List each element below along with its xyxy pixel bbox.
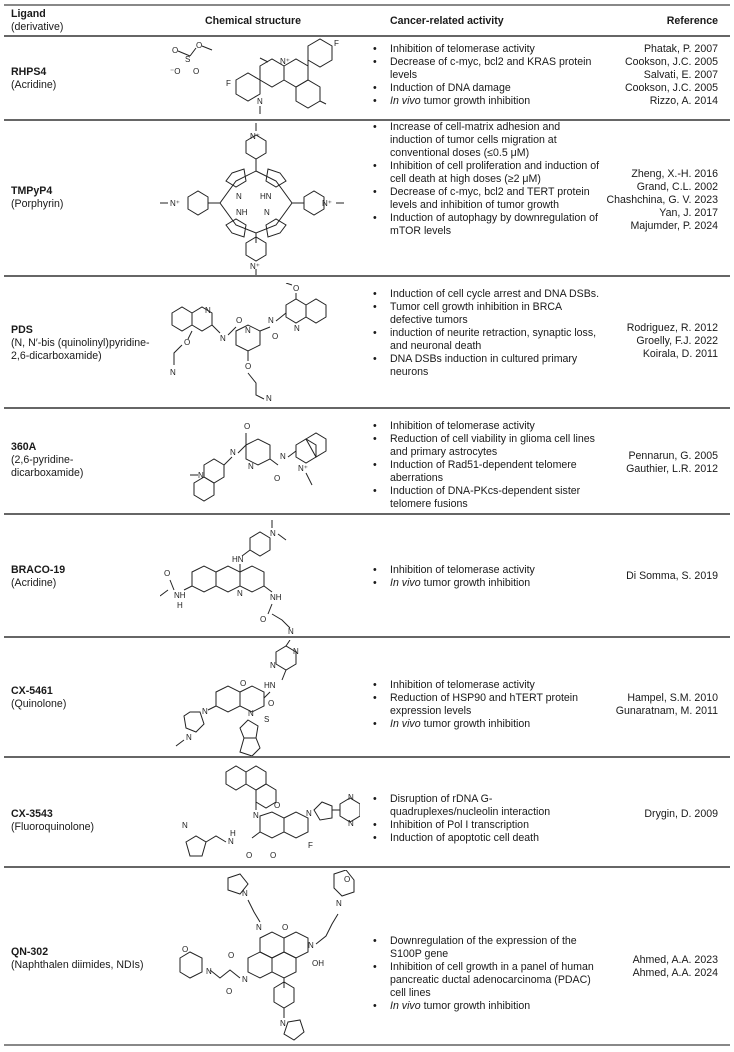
ligand-cell [11, 685, 66, 711]
activity-item: • Inhibition of cell growth in a panel of human pancreatic ductal adenocarcinoma (PDAC) cell lines [370, 961, 600, 1000]
360a-structure-icon [160, 415, 360, 511]
svg-text:HN: HN [260, 192, 272, 201]
svg-text:N: N [220, 334, 226, 343]
pds-structure-icon [160, 283, 360, 405]
reference-list [616, 692, 718, 718]
row-divider [4, 636, 730, 638]
svg-text:NH: NH [174, 591, 186, 600]
reference-list [627, 322, 718, 361]
svg-text:N: N [294, 324, 300, 333]
activity-list [370, 121, 600, 238]
activity-item: • Induction of apoptotic cell death [370, 832, 600, 845]
ligand-cell [11, 324, 161, 363]
svg-text:O: O [260, 615, 267, 624]
svg-text:N: N [186, 733, 192, 742]
svg-text:NH: NH [236, 208, 248, 217]
activity-list [370, 564, 600, 590]
svg-text:N: N [242, 889, 248, 898]
ligand-name: BRACO-19 [11, 564, 66, 576]
svg-text:N: N [228, 837, 234, 846]
reference: Rizzo, A. 2014 [649, 95, 718, 107]
activity-item: • Inhibition of telomerase activity [370, 420, 600, 433]
reference: Majumder, P. 2024 [630, 220, 718, 232]
row-divider [4, 407, 730, 409]
row-divider [4, 513, 730, 515]
ligand-name: TMPyP4 [11, 185, 53, 197]
svg-text:O: O [246, 851, 253, 860]
svg-text:O: O [193, 67, 200, 76]
ligand-class: (N, N′-bis (quinolinyl)pyridine-2,6-dicarboxamide) [11, 337, 150, 362]
braco19-structure-icon [160, 518, 360, 636]
svg-text:O: O [268, 699, 275, 708]
activity-item: • In vivo tumor growth inhibition [370, 577, 600, 590]
qn302-structure-icon [160, 870, 360, 1042]
svg-text:H: H [230, 829, 236, 838]
activity-item: • Inhibition of telomerase activity [370, 43, 600, 56]
svg-text:O: O [244, 422, 251, 431]
svg-text:N: N [270, 661, 276, 670]
svg-text:N: N [306, 809, 312, 818]
ligand-name: CX-5461 [11, 685, 53, 697]
activity-item: • Inhibition of telomerase activity [370, 564, 600, 577]
svg-text:O: O [164, 569, 171, 578]
svg-text:O: O [270, 851, 277, 860]
svg-text:N: N [270, 529, 276, 538]
reference: Salvati, E. 2007 [643, 69, 718, 81]
reference: Ahmed, A.A. 2023 [632, 954, 718, 966]
svg-text:H: H [177, 601, 183, 610]
ligand-class: (Acridine) [11, 79, 57, 91]
reference-list [644, 808, 718, 821]
ligand-cell [11, 808, 94, 834]
svg-text:N: N [236, 192, 242, 201]
reference-list [625, 43, 718, 108]
activity-item: • induction of neurite retraction, synaptic loss, and neuronal death [370, 327, 600, 353]
header-ligand-label: Ligand [11, 8, 46, 20]
svg-text:F: F [226, 79, 231, 88]
ligand-class: (Fluoroquinolone) [11, 821, 95, 833]
activity-list [370, 935, 600, 1013]
header-ligand-sub: (derivative) [11, 21, 64, 33]
ligand-class: (Acridine) [11, 577, 57, 589]
svg-text:N: N [253, 811, 259, 820]
svg-text:N: N [170, 368, 176, 377]
activity-item: • Decrease of c-myc, bcl2 and KRAS protein levels [370, 56, 600, 82]
reference: Grand, C.L. 2002 [636, 181, 718, 193]
svg-text:S: S [264, 715, 270, 724]
svg-text:N: N [198, 471, 204, 480]
table-bottom-rule [4, 1044, 730, 1046]
ligand-name: PDS [11, 324, 33, 336]
svg-text:S: S [185, 55, 191, 64]
activity-item: • Induction of autophagy by downregulation of mTOR levels [370, 212, 600, 238]
ligand-cell [11, 564, 65, 590]
activity-item: • Increase of cell-matrix adhesion and induction of tumor cells migration at conventional doses (≤0.5 μM) [370, 121, 600, 160]
svg-text:O: O [228, 951, 235, 960]
reference-list [606, 168, 718, 233]
ligand-class: (Porphyrin) [11, 198, 64, 210]
reference: Pennarun, G. 2005 [628, 450, 718, 462]
ligand-name: CX-3543 [11, 808, 53, 820]
svg-text:N⁺: N⁺ [170, 199, 180, 208]
svg-text:N: N [293, 647, 299, 656]
table-top-rule [4, 4, 730, 6]
header-reference: Reference [666, 15, 718, 27]
svg-text:N: N [264, 208, 270, 217]
svg-text:N: N [256, 923, 262, 932]
activity-list [370, 793, 600, 845]
svg-text:N⁺: N⁺ [250, 132, 260, 141]
svg-text:HN: HN [264, 681, 276, 690]
activity-item: • Inhibition of cell proliferation and induction of cell death at high doses (≥2 μM) [370, 160, 600, 186]
svg-text:N: N [245, 326, 251, 335]
svg-text:N: N [266, 394, 272, 403]
activity-list [370, 420, 600, 511]
svg-text:N: N [230, 448, 236, 457]
svg-text:O: O [282, 923, 289, 932]
reference: Ahmed, A.A. 2024 [632, 967, 718, 979]
svg-text:N: N [205, 306, 211, 315]
svg-text:O: O [272, 332, 279, 341]
activity-item: • In vivo tumor growth inhibition [370, 95, 600, 108]
svg-text:O: O [182, 945, 189, 954]
svg-text:O: O [184, 338, 191, 347]
reference: Rodriguez, R. 2012 [626, 322, 718, 334]
svg-text:N⁺: N⁺ [322, 199, 332, 208]
reference: Gauthier, L.R. 2012 [626, 463, 718, 475]
activity-list [370, 679, 600, 731]
svg-text:F: F [308, 841, 313, 850]
svg-text:N: N [242, 975, 248, 984]
activity-item: • Induction of DNA damage [370, 82, 600, 95]
header-ligand [11, 8, 63, 34]
activity-list [370, 43, 600, 108]
svg-text:N⁺: N⁺ [250, 262, 260, 271]
svg-text:O: O [245, 362, 252, 371]
svg-text:OH: OH [312, 959, 324, 968]
activity-item: • Reduction of cell viability in glioma cell lines and primary astrocytes [370, 433, 600, 459]
activity-item: • Induction of cell cycle arrest and DNA DSBs. [370, 288, 600, 301]
svg-text:N: N [348, 793, 354, 802]
reference: Di Somma, S. 2019 [626, 570, 718, 582]
svg-text:N⁺: N⁺ [280, 57, 290, 66]
svg-text:N: N [288, 627, 294, 636]
svg-text:O: O [196, 41, 203, 50]
header-structure: Chemical structure [205, 15, 301, 27]
svg-text:O: O [226, 987, 233, 996]
header-activity: Cancer-related activity [390, 15, 504, 27]
svg-text:O: O [293, 284, 300, 293]
svg-text:N: N [202, 707, 208, 716]
reference: Drygin, D. 2009 [644, 808, 718, 820]
svg-text:O: O [240, 679, 247, 688]
ligand-cell [11, 66, 56, 92]
activity-item: • Tumor cell growth inhibition in BRCA defective tumors [370, 301, 600, 327]
ligand-class: (2,6-pyridine-dicarboxamide) [11, 454, 84, 479]
row-divider [4, 275, 730, 277]
svg-text:O: O [274, 801, 281, 810]
ligand-cell [11, 441, 161, 480]
cx3543-structure-icon [160, 760, 360, 866]
reference-list [633, 954, 718, 980]
ligand-class: (Naphthalen diimides, NDIs) [11, 959, 144, 971]
reference: Gunaratnam, M. 2011 [615, 705, 718, 717]
ligand-cell [11, 946, 143, 972]
ligand-cell [11, 185, 63, 211]
activity-item: • Inhibition of telomerase activity [370, 679, 600, 692]
reference: Zheng, X.-H. 2016 [631, 168, 718, 180]
activity-item: • Decrease of c-myc, bcl2 and TERT protein levels and inhibition of tumor growth [370, 186, 600, 212]
svg-text:⁻O: ⁻O [170, 67, 181, 76]
svg-text:N: N [248, 709, 254, 718]
activity-item: • Inhibition of Pol I transcription [370, 819, 600, 832]
svg-text:N: N [280, 452, 286, 461]
svg-text:NH: NH [270, 593, 282, 602]
svg-text:O: O [236, 316, 243, 325]
reference: Chashchina, G. V. 2023 [606, 194, 718, 206]
reference: Phatak, P. 2007 [643, 43, 718, 55]
svg-text:O: O [344, 875, 351, 884]
row-divider [4, 119, 730, 121]
activity-item: • Induction of DNA-PKcs-dependent sister telomere fusions [370, 485, 600, 511]
reference-list [626, 450, 718, 476]
svg-text:O: O [274, 474, 281, 483]
svg-text:N⁺: N⁺ [298, 464, 308, 473]
rhps4-structure-icon [160, 38, 360, 118]
reference: Cookson, J.C. 2005 [624, 82, 718, 94]
activity-item: • Disruption of rDNA G-quadruplexes/nucleolin interaction [370, 793, 600, 819]
activity-item: • In vivo tumor growth inhibition [370, 718, 600, 731]
svg-text:N: N [257, 97, 263, 106]
svg-text:N: N [206, 967, 212, 976]
reference: Cookson, J.C. 2005 [624, 56, 718, 68]
row-divider [4, 756, 730, 758]
row-divider [4, 866, 730, 868]
activity-item: • DNA DSBs induction in cultured primary neurons [370, 353, 600, 379]
svg-text:N: N [336, 899, 342, 908]
svg-text:N: N [268, 316, 274, 325]
svg-text:N: N [237, 589, 243, 598]
activity-item: • Induction of Rad51-dependent telomere aberrations [370, 459, 600, 485]
reference: Koirala, D. 2011 [642, 348, 718, 360]
activity-item: • Reduction of HSP90 and hTERT protein expression levels [370, 692, 600, 718]
activity-item: • In vivo tumor growth inhibition [370, 1000, 600, 1013]
svg-text:N: N [182, 821, 188, 830]
reference: Yan, J. 2017 [659, 207, 718, 219]
ligand-name: 360A [11, 441, 37, 453]
header-rule [4, 35, 730, 37]
reference: Groelly, F.J. 2022 [636, 335, 718, 347]
ligand-class: (Quinolone) [11, 698, 67, 710]
tmpyp4-structure-icon [160, 121, 360, 275]
svg-text:N: N [308, 941, 314, 950]
ligand-name: RHPS4 [11, 66, 47, 78]
svg-text:N: N [280, 1019, 286, 1028]
reference: Hampel, S.M. 2010 [627, 692, 718, 704]
reference-list [626, 570, 718, 583]
svg-text:F: F [334, 39, 339, 48]
svg-text:N: N [348, 819, 354, 828]
svg-text:N: N [248, 462, 254, 471]
activity-item: • Downregulation of the expression of the S100P gene [370, 935, 600, 961]
cx5461-structure-icon [160, 640, 360, 756]
svg-text:O: O [172, 46, 179, 55]
ligand-name: QN-302 [11, 946, 49, 958]
activity-list [370, 288, 600, 379]
svg-text:HN: HN [232, 555, 244, 564]
